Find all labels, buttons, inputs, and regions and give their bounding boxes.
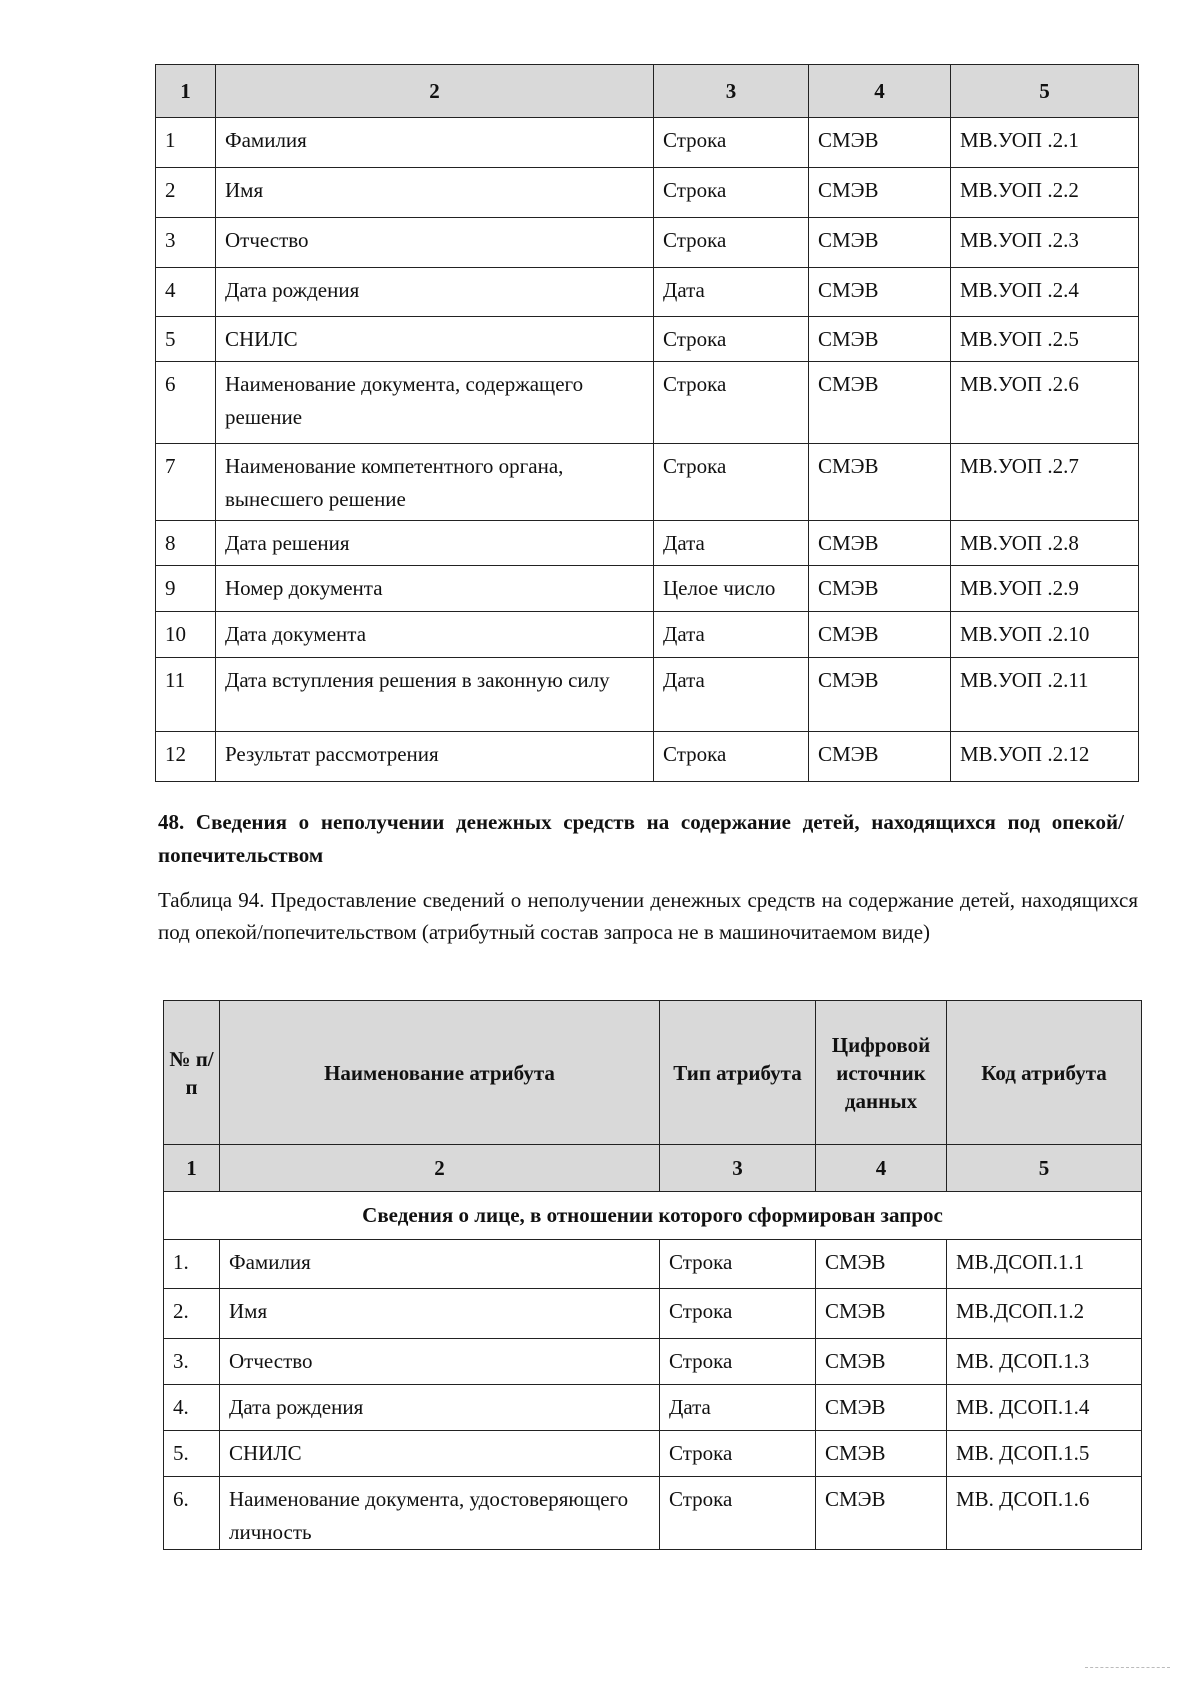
cell-text: МВ.УОП .2.8 <box>960 531 1079 555</box>
cell-name <box>216 317 654 362</box>
cell-source <box>809 566 951 612</box>
table-row <box>164 1477 1142 1550</box>
cell-text: СМЭВ <box>818 278 879 302</box>
cell-code <box>951 218 1139 268</box>
cell-type <box>660 1339 816 1385</box>
cell-text: Строка <box>663 742 727 766</box>
cell-text: МВ. ДСОП.1.3 <box>956 1349 1090 1373</box>
cell-source <box>816 1431 947 1477</box>
cell-code <box>947 1289 1142 1339</box>
cell-text: СМЭВ <box>818 128 879 152</box>
cell-text: МВ. ДСОП.1.5 <box>956 1441 1090 1465</box>
cell-text: МВ.УОП .2.12 <box>960 742 1090 766</box>
cell-text: Строка <box>669 1250 733 1274</box>
cell-text: МВ.УОП .2.5 <box>960 327 1079 351</box>
cell-num <box>156 218 216 268</box>
header-attribute-type: Тип атрибута <box>660 1001 816 1145</box>
cell-text: 3. <box>173 1349 189 1373</box>
cell-text: Строка <box>669 1349 733 1373</box>
cell-num <box>156 362 216 444</box>
cell-source <box>816 1289 947 1339</box>
cell-text: Целое число <box>663 576 776 600</box>
cell-source <box>809 612 951 658</box>
cell-code <box>947 1477 1142 1550</box>
cell-text: СМЭВ <box>818 178 879 202</box>
section-row <box>164 1192 1142 1240</box>
cell-text: СНИЛС <box>229 1441 302 1465</box>
cell-text: МВ.ДСОП.1.2 <box>956 1299 1085 1323</box>
cell-text: МВ.УОП .2.10 <box>960 622 1090 646</box>
cell-num <box>156 168 216 218</box>
cell-text: 9 <box>165 576 176 600</box>
cell-text: Дата <box>663 531 705 555</box>
cell-type <box>654 521 809 566</box>
attributes-table-continued <box>155 64 1139 782</box>
cell-code <box>947 1431 1142 1477</box>
column-number-row <box>164 1145 1142 1192</box>
cell-name <box>216 268 654 317</box>
cell-type <box>654 566 809 612</box>
cell-name <box>220 1385 660 1431</box>
cell-source <box>809 168 951 218</box>
cell-text: Имя <box>229 1299 268 1323</box>
cell-text: МВ.УОП .2.9 <box>960 576 1079 600</box>
cell-text: 5. <box>173 1441 189 1465</box>
cell-source <box>816 1385 947 1431</box>
cell-text: Наименование документа, содержащего решение <box>225 372 584 429</box>
cell-text: СНИЛС <box>225 327 298 351</box>
cell-text: 5 <box>165 327 176 351</box>
section-heading: 48. Сведения о неполучении денежных средств на содержание детей, находящихся под опекой/попечительством <box>158 810 1124 867</box>
cell-text: Результат рассмотрения <box>225 742 439 766</box>
cell-code <box>951 612 1139 658</box>
header-row <box>164 1001 1142 1145</box>
cell-text: СМЭВ <box>818 372 879 396</box>
cell-source <box>816 1477 947 1550</box>
cell-type <box>654 612 809 658</box>
cell-text: МВ.УОП .2.7 <box>960 454 1079 478</box>
cell-source <box>809 732 951 782</box>
cell-type <box>660 1240 816 1289</box>
cell-type <box>654 168 809 218</box>
table-row <box>164 1431 1142 1477</box>
cell-text: Строка <box>669 1487 733 1511</box>
col-number-5: 5 <box>951 65 1139 118</box>
cell-text: Строка <box>663 178 727 202</box>
cell-code <box>947 1240 1142 1289</box>
cell-type <box>654 444 809 521</box>
cell-num <box>156 732 216 782</box>
header-number: № п/п <box>164 1001 220 1145</box>
cell-name <box>220 1240 660 1289</box>
cell-code <box>951 118 1139 168</box>
cell-text: Дата решения <box>225 531 350 555</box>
cell-name <box>216 362 654 444</box>
cell-text: Строка <box>663 128 727 152</box>
header-data-source: Цифровой источник данных <box>816 1001 947 1145</box>
col-number-4: 4 <box>816 1145 947 1192</box>
cell-name <box>216 218 654 268</box>
cell-name <box>216 658 654 732</box>
cell-text: СМЭВ <box>825 1441 886 1465</box>
cell-num <box>156 118 216 168</box>
table-row <box>156 362 1139 444</box>
cell-code <box>951 732 1139 782</box>
cell-text: СМЭВ <box>825 1349 886 1373</box>
cell-text: МВ.УОП .2.2 <box>960 178 1079 202</box>
cell-text: 8 <box>165 531 176 555</box>
cell-num <box>164 1339 220 1385</box>
cell-code <box>947 1385 1142 1431</box>
cell-num <box>164 1385 220 1431</box>
table2-body <box>164 1240 1142 1550</box>
col-number-2: 2 <box>216 65 654 118</box>
cell-text: 4 <box>165 278 176 302</box>
cell-text: МВ. ДСОП.1.4 <box>956 1395 1090 1419</box>
cell-code <box>951 168 1139 218</box>
cell-num <box>156 444 216 521</box>
cell-text: Строка <box>663 454 727 478</box>
table-row <box>156 444 1139 521</box>
cell-text: Дата <box>663 622 705 646</box>
cell-source <box>809 218 951 268</box>
cell-type <box>660 1289 816 1339</box>
cell-num <box>164 1431 220 1477</box>
cell-text: 7 <box>165 454 176 478</box>
cell-text: Наименование компетентного органа, вынесшего решение <box>225 454 564 511</box>
cell-type <box>654 658 809 732</box>
cell-num <box>156 658 216 732</box>
cell-num <box>156 268 216 317</box>
cell-text: Имя <box>225 178 264 202</box>
col-number-1: 1 <box>164 1145 220 1192</box>
cell-num <box>164 1289 220 1339</box>
cell-text: СМЭВ <box>818 668 879 692</box>
table-row <box>156 612 1139 658</box>
cell-text: 3 <box>165 228 176 252</box>
cell-text: Дата рождения <box>229 1395 364 1419</box>
cell-num <box>164 1240 220 1289</box>
cell-code <box>951 362 1139 444</box>
table-row <box>164 1339 1142 1385</box>
cell-text: Номер документа <box>225 576 383 600</box>
cell-name <box>216 612 654 658</box>
cell-type <box>654 317 809 362</box>
cell-name <box>220 1431 660 1477</box>
cell-text: СМЭВ <box>818 454 879 478</box>
col-number-1: 1 <box>156 65 216 118</box>
table-row <box>156 317 1139 362</box>
cell-source <box>816 1339 947 1385</box>
cell-text: Дата <box>663 668 705 692</box>
cell-type <box>654 218 809 268</box>
cell-source <box>809 362 951 444</box>
cell-type <box>654 268 809 317</box>
col-number-2: 2 <box>220 1145 660 1192</box>
cell-text: СМЭВ <box>825 1395 886 1419</box>
cell-code <box>951 317 1139 362</box>
cell-text: 1 <box>165 128 176 152</box>
table-row <box>156 658 1139 732</box>
col-number-3: 3 <box>660 1145 816 1192</box>
section-title: Сведения о лице, в отношении которого сформирован запрос <box>164 1192 1142 1240</box>
cell-name <box>216 521 654 566</box>
table-row <box>156 118 1139 168</box>
cell-type <box>654 732 809 782</box>
cell-text: 2 <box>165 178 176 202</box>
cell-source <box>809 521 951 566</box>
cell-text: Дата <box>669 1395 711 1419</box>
cell-text: СМЭВ <box>818 531 879 555</box>
cell-source <box>809 317 951 362</box>
cell-text: СМЭВ <box>818 622 879 646</box>
cell-source <box>809 444 951 521</box>
cell-code <box>951 566 1139 612</box>
cell-text: Строка <box>663 228 727 252</box>
header-attribute-name: Наименование атрибута <box>220 1001 660 1145</box>
cell-text: 11 <box>165 668 186 692</box>
cell-code <box>951 268 1139 317</box>
cell-text: СМЭВ <box>818 576 879 600</box>
cell-code <box>951 658 1139 732</box>
cell-text: Дата вступления решения в законную силу <box>225 668 610 692</box>
cell-text: Дата <box>663 278 705 302</box>
table-row <box>156 521 1139 566</box>
cell-name <box>216 566 654 612</box>
attributes-table-94 <box>163 1000 1142 1550</box>
cell-text: Дата документа <box>225 622 367 646</box>
cell-name <box>216 168 654 218</box>
cell-text: Строка <box>669 1441 733 1465</box>
cell-name <box>220 1339 660 1385</box>
col-number-4: 4 <box>809 65 951 118</box>
cell-code <box>951 521 1139 566</box>
col-number-3: 3 <box>654 65 809 118</box>
cell-text: Дата рождения <box>225 278 360 302</box>
cell-text: СМЭВ <box>825 1299 886 1323</box>
cell-text: СМЭВ <box>825 1487 886 1511</box>
cell-text: Фамилия <box>225 128 307 152</box>
cell-text: МВ.УОП .2.6 <box>960 372 1079 396</box>
cell-source <box>809 658 951 732</box>
cell-text: Фамилия <box>229 1250 311 1274</box>
cell-text: 1. <box>173 1250 189 1274</box>
cell-name <box>220 1477 660 1550</box>
table-row <box>164 1385 1142 1431</box>
cell-text: СМЭВ <box>825 1250 886 1274</box>
table1-body <box>156 118 1139 782</box>
cell-text: 10 <box>165 622 186 646</box>
cell-text: СМЭВ <box>818 228 879 252</box>
cell-num <box>164 1477 220 1550</box>
col-number-5: 5 <box>947 1145 1142 1192</box>
table-row <box>156 732 1139 782</box>
cell-text: 6. <box>173 1487 189 1511</box>
column-number-row <box>156 65 1139 118</box>
cell-text: МВ.УОП .2.3 <box>960 228 1079 252</box>
cell-text: 6 <box>165 372 176 396</box>
cell-type <box>654 362 809 444</box>
table-row <box>164 1289 1142 1339</box>
cell-text: Наименование документа, удостоверяющего личность <box>229 1487 629 1544</box>
cell-text: СМЭВ <box>818 327 879 351</box>
cell-type <box>660 1477 816 1550</box>
cell-text: Строка <box>663 372 727 396</box>
cell-type <box>654 118 809 168</box>
cell-num <box>156 317 216 362</box>
cell-source <box>809 118 951 168</box>
cell-num <box>156 521 216 566</box>
header-attribute-code: Код атрибута <box>947 1001 1142 1145</box>
cell-code <box>951 444 1139 521</box>
cell-source <box>816 1240 947 1289</box>
cell-text: Отчество <box>225 228 309 252</box>
table-row <box>164 1240 1142 1289</box>
table-row <box>156 268 1139 317</box>
cell-num <box>156 612 216 658</box>
cell-text: СМЭВ <box>818 742 879 766</box>
cell-name <box>216 732 654 782</box>
cell-type <box>660 1385 816 1431</box>
cell-text: МВ.УОП .2.1 <box>960 128 1079 152</box>
cell-num <box>156 566 216 612</box>
table-row <box>156 168 1139 218</box>
cell-text: Строка <box>669 1299 733 1323</box>
cell-name <box>220 1289 660 1339</box>
cell-text: 4. <box>173 1395 189 1419</box>
cell-text: 2. <box>173 1299 189 1323</box>
table-caption: Таблица 94. Предоставление сведений о неполучении денежных средств на содержание детей, находящихся под опекой/попечительством (атрибутный состав запроса не в машиночитаемом виде) <box>158 888 1138 944</box>
cell-text: МВ. ДСОП.1.6 <box>956 1487 1090 1511</box>
cell-text: 12 <box>165 742 186 766</box>
table-row <box>156 218 1139 268</box>
scan-mark <box>1085 1667 1170 1668</box>
cell-name <box>216 444 654 521</box>
cell-source <box>809 268 951 317</box>
cell-name <box>216 118 654 168</box>
cell-text: Строка <box>663 327 727 351</box>
cell-text: МВ.УОП .2.11 <box>960 668 1089 692</box>
cell-text: Отчество <box>229 1349 313 1373</box>
table-row <box>156 566 1139 612</box>
cell-code <box>947 1339 1142 1385</box>
cell-type <box>660 1431 816 1477</box>
cell-text: МВ.УОП .2.4 <box>960 278 1079 302</box>
cell-text: МВ.ДСОП.1.1 <box>956 1250 1085 1274</box>
